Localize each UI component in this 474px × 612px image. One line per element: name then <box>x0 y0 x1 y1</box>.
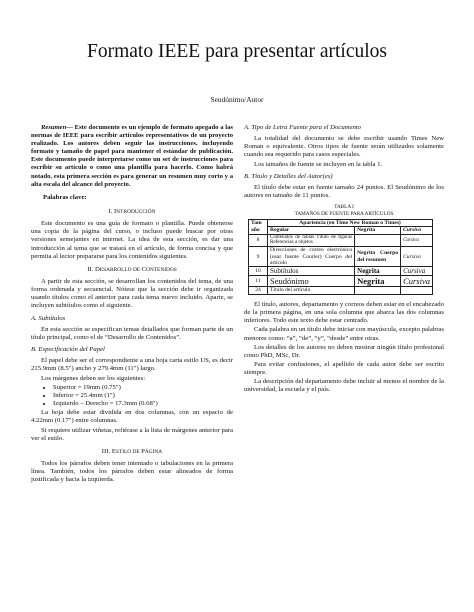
paragraph: La descripción del departamento debe incluir al menos el nombre de la universidad, la escuela y el país. <box>244 378 444 394</box>
table-header-row <box>249 227 433 234</box>
paper-title: Formato IEEE para presentar artículos <box>87 41 387 62</box>
paragraph: Este documento es una guía de formato o plantilla. Puede obtenerse una copia de la página del curso, o incluso puede buscar por otras versiones semejantes en internet. La idea de esta sección, es dar una introducción al tema que se tratará en el artículo, de forma concisa y que permita al lector prepararse para los contenidos siguientes. <box>31 220 233 260</box>
table-header-cell: Tam año <box>249 219 268 234</box>
section-heading-desarrollo: II. DESARROLLO DE CONTENIDOS <box>87 265 177 273</box>
table-title: TABLA I <box>334 204 354 211</box>
paragraph: El papel debe ser el correspondiente a una hoja carta estilo US, es decir 215.9mm (8.5") ancho y 279.4mm (11") largo. <box>31 357 233 373</box>
list-item: • Izquierdo – Derecho = 17.3mm (0.68") <box>53 400 233 408</box>
table-cell: Cursiva <box>401 247 433 267</box>
table-cell: Negrita Cuerpo del resumen <box>355 247 401 267</box>
table-header-cell: Negrita <box>355 227 401 234</box>
table-cell: 10 <box>249 267 268 276</box>
paragraph: En esta sección se especifican temas detallados que forman parte de un título principal, como el de “Desarrollo de Contenidos”. <box>31 325 233 341</box>
table-cell: Contenidos de tablas Título de figuras Referencias a objetos <box>268 234 355 247</box>
subsection-heading: B. Título y Detalles del Autor(es) <box>244 172 333 180</box>
paragraph: Cada palabra en un título debe iniciar con mayúscula, excepto palabras menores como: “a”, “de”, “y”, “desde” entre otras. <box>244 326 444 342</box>
table-cell <box>355 234 401 247</box>
paragraph: Los tamaños de fuente se incluyen en la tabla 1. <box>254 160 383 168</box>
table-cell <box>401 287 433 294</box>
margins-list <box>31 384 233 408</box>
paragraph: La hoja debe estar dividida en dos columnas, con un espacio de 4.22mm (0.17") entre columnas. <box>31 409 233 425</box>
abstract-lead: Resumen <box>41 124 67 131</box>
table-cell: Cursiva <box>401 234 433 247</box>
abstract-text: — Este documento es un ejemplo de formato apegado a las normas de IEEE para escribir artículos representativos de un proyecto realizado. Los autores deben seguir las instrucciones, incluyendo formato y tamaño de papel para mantener el estándar de publicación. Este documento puede interpretarse como un set de instrucciones para escribir su artículo o como una plantilla para hacerlo. Como habrá notado, esta primera sección es para generar un resumen muy corto y a alta escala del alcance del proyecto. <box>31 124 233 188</box>
abstract <box>31 124 233 189</box>
paragraph: A partir de esta sección, se desarrollan los contenidos del tema, de una forma ordenada y secuencial. Nótese que la sección debe ir organizada usando títulos como el anterior para cada tema nuevo incluido. Aparte, se incluyen subtítulos como el siguiente. <box>31 278 233 310</box>
list-item: • Inferior = 25.4mm (1") <box>53 392 233 400</box>
table-cell: Subtítulos <box>268 267 355 276</box>
table-cell <box>355 287 401 294</box>
paragraph: Si requiere utilizar viñetas, refiérase a la lista de márgenes anterior para ver el estilo. <box>31 426 233 442</box>
table-header-cell: Regular <box>268 227 355 234</box>
paragraph: El título, autores, departamento y correos deben estar en el encabezado de la primera página, en una sola columna que abarca las dos columnas inferiores. Todo este texto debe estar centrado. <box>244 300 444 325</box>
subsection-heading: B. Especificación del Papel <box>31 346 105 354</box>
keywords-label: Palabras clave: <box>43 193 87 201</box>
paragraph: Los márgenes deben ser los siguientes: <box>41 374 146 382</box>
table-cell: Cursiva <box>401 276 433 287</box>
paragraph: Todos los párrafos deben tener intentado o tabulaciones en la primera línea. También, todos los párrafos deben estar alineados de forma justificada y hacia la izquierda. <box>31 459 233 484</box>
author-line: Seudónimo/Autor <box>210 95 264 104</box>
table-cell: Seudónimo <box>268 276 355 287</box>
table-row <box>249 247 433 267</box>
font-size-table <box>248 219 433 295</box>
table-row <box>249 267 433 276</box>
table-row <box>249 234 433 247</box>
paragraph: El título debe estar en fuente tamaño 24 puntos. El Seudónimo de los autores en tamaño de 11 puntos. <box>244 183 444 200</box>
table-header-cell: Apariencia (en Time New Roman o Times) <box>268 219 433 226</box>
table-cell: 11 <box>249 276 268 287</box>
table-cell: Direcciones de correo electrónico (usar fuente Courier) Cuerpo del artículo <box>268 247 355 267</box>
subsection-heading: A. Subtítulos <box>31 314 66 322</box>
table-cell: Negrita <box>355 267 401 276</box>
section-heading-estilo: III. ESTILO DE PÁGINA <box>101 447 163 455</box>
table-cell: 24 <box>249 287 268 294</box>
subsection-heading: A. Tipo de Letra Fuente para el Documento <box>244 124 362 131</box>
table-cell: Título del artículo <box>268 287 355 294</box>
table-caption <box>244 204 444 217</box>
table-cell: Cursiva <box>401 267 433 276</box>
paragraph: Los detalles de los autores no deben mostrar ningún título profesional como PhD, MSc, Dr. <box>244 343 444 359</box>
table-row <box>249 287 433 294</box>
right-column <box>244 124 444 396</box>
table-caption-text: TAMAÑOS DE FUENTE PARA ARTÍCULOS <box>294 210 394 217</box>
section-heading-introduccion: I. INTRODUCCIÓN <box>108 207 156 215</box>
table-row <box>249 276 433 287</box>
table-header-cell: Cursiva <box>401 227 433 234</box>
paragraph: La totalidad del documento se debe escribir usando Times New Roman o equivalente. Otros tipos de fuente serán utilizados solamente cuando sea requerido para casos especiales. <box>244 135 444 159</box>
table-cell: Negrita <box>355 276 401 287</box>
paragraph: Para evitar confusiones, el apellido de cada autor debe ser escrito siempre. <box>244 360 444 377</box>
list-item: • Superior = 19mm (0.75") <box>53 384 233 392</box>
table-cell: 9 <box>249 247 268 267</box>
left-column <box>31 124 233 485</box>
table-header-row <box>249 219 433 226</box>
table-cell: 8 <box>249 234 268 247</box>
